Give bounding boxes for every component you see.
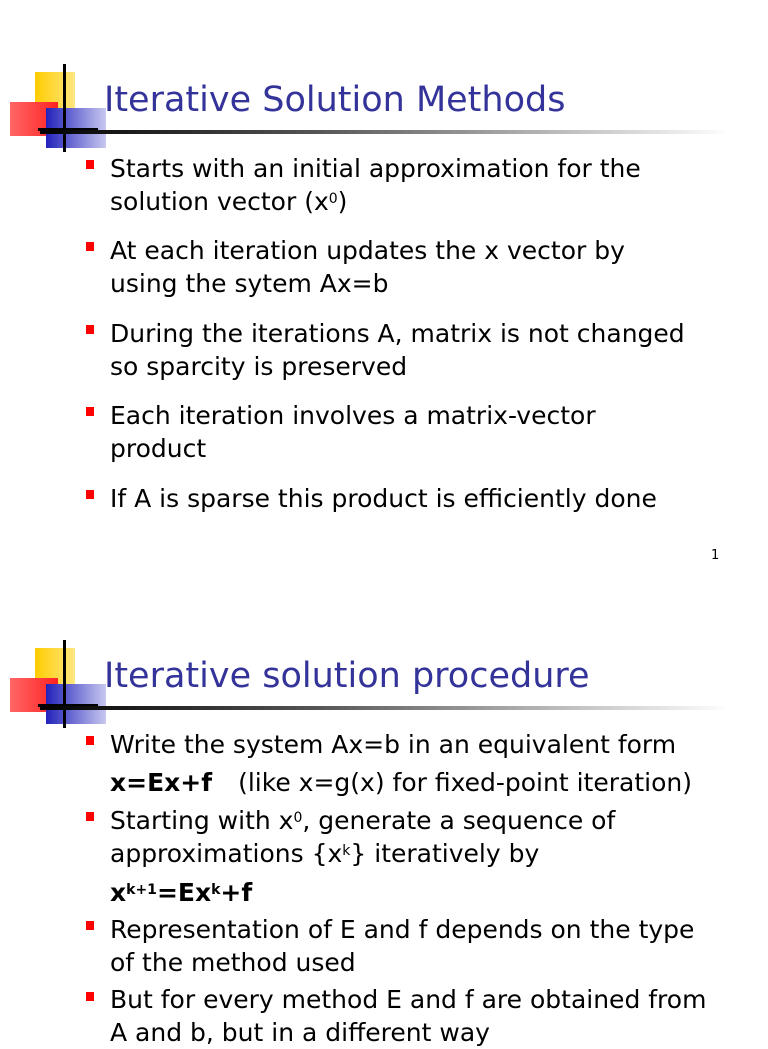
bullet-text: } iteratively by — [350, 839, 540, 868]
formula-part: x — [110, 878, 127, 907]
list-item — [110, 399, 596, 465]
list-item — [110, 234, 625, 300]
bullet-icon — [86, 490, 99, 503]
list-item — [110, 983, 706, 1049]
formula-part: =Ex — [156, 878, 212, 907]
superscript: 0 — [293, 810, 303, 826]
bullet-text: A and b, but in a different way — [110, 1018, 490, 1047]
superscript: 0 — [328, 191, 338, 207]
bullet-icon — [86, 992, 99, 1005]
bullet-text: product — [110, 434, 207, 463]
slide-title: Iterative solution procedure — [104, 656, 590, 696]
bullet-text: But for every method E and f are obtained from — [110, 985, 707, 1014]
page-number: 1 — [711, 548, 720, 563]
bullet-icon — [86, 407, 99, 420]
slide-decoration-logo — [10, 640, 106, 728]
bullet-text: Representation of E and f depends on the type — [110, 915, 695, 944]
bullet-icon — [86, 242, 99, 255]
slide-decoration-logo — [10, 64, 106, 152]
bullet-icon — [86, 160, 99, 173]
title-underline — [40, 130, 730, 134]
formula-part: +f — [220, 878, 253, 907]
list-item — [110, 913, 694, 979]
bullet-text: During the iterations A, matrix is not changed — [110, 319, 685, 348]
list-item — [110, 728, 676, 761]
list-item — [110, 482, 657, 515]
list-item — [110, 317, 685, 383]
list-item — [110, 152, 641, 218]
bullet-icon — [86, 736, 99, 749]
bullet-icon — [86, 325, 99, 338]
bullet-icon — [86, 921, 99, 934]
bullet-text: If A is sparse this product is efficiently done — [110, 484, 657, 513]
bullet-text: Each iteration involves a matrix-vector — [110, 401, 596, 430]
superscript: k — [342, 843, 351, 859]
formula-note: (like x=g(x) for fixed-point iteration) — [238, 768, 692, 797]
list-item — [110, 804, 615, 870]
bullet-text: , generate a sequence of — [302, 806, 616, 835]
bullet-text: Write the system Ax=b in an equivalent form — [110, 730, 677, 759]
slide-title: Iterative Solution Methods — [104, 80, 566, 120]
bullet-text: of the method used — [110, 948, 356, 977]
bullet-text: so sparcity is preserved — [110, 352, 408, 381]
bullet-text: ) — [337, 187, 348, 216]
bullet-text: solution vector (x — [110, 187, 329, 216]
bullet-text: Starts with an initial approximation for the — [110, 154, 641, 183]
formula-iteration — [110, 876, 252, 909]
bullet-text: using the sytem Ax=b — [110, 269, 389, 298]
superscript: k — [211, 882, 221, 898]
bullet-text: Starting with x — [110, 806, 294, 835]
bullet-text: At each iteration updates the x vector by — [110, 236, 625, 265]
formula-fixed-point-form — [110, 766, 692, 799]
formula-equation: x=Ex+f — [110, 768, 213, 797]
superscript: k+1 — [126, 882, 157, 898]
slide-2 — [0, 576, 768, 1047]
title-underline — [40, 706, 730, 710]
bullet-icon — [86, 812, 99, 825]
bullet-text: approximations {x — [110, 839, 343, 868]
